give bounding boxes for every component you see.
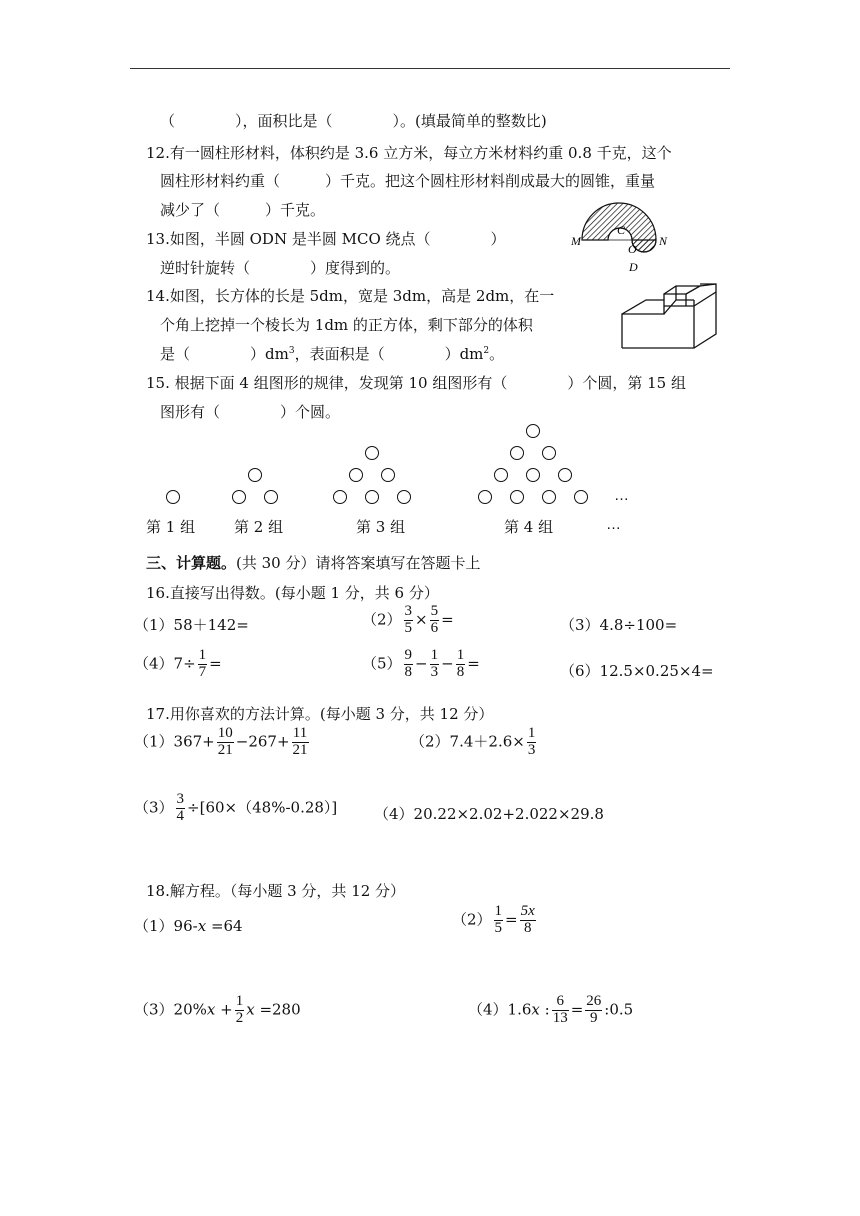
label-D: D — [629, 260, 638, 274]
q17-title: 17.用你喜欢的方法计算。(每小题 3 分，共 12 分） — [146, 705, 494, 723]
pattern-circle — [365, 446, 379, 460]
pattern-circle — [478, 490, 492, 504]
q15-line-1: 15. 根据下面 4 组图形的规律，发现第 10 组图形有（ ）个圆，第 15 组 — [146, 374, 686, 392]
section-3-heading: 三、计算题。(共 30 分）请将答案填写在答题卡上 — [146, 554, 481, 572]
pattern-circle — [526, 468, 540, 482]
label-M: M — [571, 234, 581, 248]
q18-title: 18.解方程。（每小题 3 分，共 12 分） — [146, 882, 406, 900]
group-label-1: 第 1 组 — [146, 518, 196, 536]
q13-line-1: 13.如图，半圆 ODN 是半圆 MCO 绕点（ ） — [146, 230, 506, 248]
pattern-circle — [542, 446, 556, 460]
q14-line-3: 是（ ）$dm^3$，表面积是（ ）$dm^2$。 — [160, 345, 505, 363]
pattern-circle — [558, 468, 572, 482]
q17-problem-2: （2）7.4＋2.6× $\frac{1}{3}$ — [410, 725, 536, 758]
q15-line-2: 图形有（ ）个圆。 — [160, 403, 341, 421]
q18-problem-1: （1）96-x =64 — [134, 917, 243, 935]
continuation-line: （ ），面积比是（ ）。(填最简单的整数比) — [160, 112, 547, 130]
q14-line-1: 14.如图，长方体的长是 5dm，宽是 3dm，高是 2dm，在一 — [146, 287, 555, 305]
pattern-circle — [574, 490, 588, 504]
pattern-circle — [381, 468, 395, 482]
pattern-circle — [494, 468, 508, 482]
q18-problem-2: （2） $\frac{1}{5}$ = $\frac{5x}{8}$ — [452, 903, 535, 936]
pattern-circle — [349, 468, 363, 482]
q18-problem-4: （4）1.6x : $\frac{6}{13}$ = $\frac{26}{9}$ :0.5 — [468, 993, 634, 1026]
q17-problem-1: （1）367+ $\frac{10}{21}$ −267+ $\frac{11}{21}$ — [134, 725, 308, 758]
pattern-circle — [232, 490, 246, 504]
q16-problem-2: （2） $\frac{3}{5}$ × $\frac{5}{6}$ = — [362, 603, 454, 636]
q12-line-2: 圆柱形材料约重（ ）千克。把这个圆柱形材料削成最大的圆锥，重量 — [160, 172, 656, 190]
q18-problem-3: （3）20%x + $\frac{1}{2}$ x =280 — [134, 993, 301, 1026]
ellipsis-row-circles: … — [614, 487, 629, 504]
q16-problem-1: （1）58＋142= — [134, 616, 249, 634]
label-N: N — [659, 234, 668, 248]
q14-line-2: 个角上挖掉一个棱长为 1dm 的正方体，剩下部分的体积 — [160, 316, 533, 334]
pattern-circle — [248, 468, 262, 482]
pattern-circle — [264, 490, 278, 504]
pattern-circle — [542, 490, 556, 504]
q12-line-3: 减少了（ ）千克。 — [160, 201, 326, 219]
pattern-circle — [166, 490, 180, 504]
label-O: O — [628, 242, 637, 256]
q17-problem-3: （3） $\frac{3}{4}$ ÷[60×（48%-0.28）] — [134, 791, 338, 824]
semicircle-rotation-figure — [562, 196, 682, 276]
q16-problem-6: （6）12.5×0.25×4= — [560, 662, 714, 680]
ellipsis-row-labels: … — [606, 516, 621, 533]
pattern-circle — [526, 424, 540, 438]
label-C: C — [617, 223, 626, 237]
header-rule — [130, 68, 730, 69]
q16-title: 16.直接写出得数。(每小题 1 分，共 6 分） — [146, 584, 439, 602]
q12-line-1: 12.有一圆柱形材料，体积约是 3.6 立方米，每立方米材料约重 0.8 千克，这个 — [146, 144, 672, 162]
pattern-circle — [510, 490, 524, 504]
pattern-circle — [365, 490, 379, 504]
pattern-circle — [510, 446, 524, 460]
cuboid-figure — [618, 278, 718, 350]
group-label-2: 第 2 组 — [234, 518, 284, 536]
pattern-circle — [397, 490, 411, 504]
group-label-3: 第 3 组 — [356, 518, 406, 536]
q13-line-2: 逆时针旋转（ ）度得到的。 — [160, 259, 401, 277]
q16-problem-4: （4）7÷ $\frac{1}{7}$ = — [134, 647, 222, 680]
group-label-4: 第 4 组 — [504, 518, 554, 536]
pattern-circle — [333, 490, 347, 504]
q16-problem-5: （5） $\frac{9}{8}$ − $\frac{1}{3}$ − $\frac{1}{8}$ = — [362, 647, 480, 680]
q16-problem-3: （3）4.8÷100= — [560, 616, 678, 634]
q17-problem-4: （4）20.22×2.02+2.022×29.8 — [374, 805, 604, 823]
